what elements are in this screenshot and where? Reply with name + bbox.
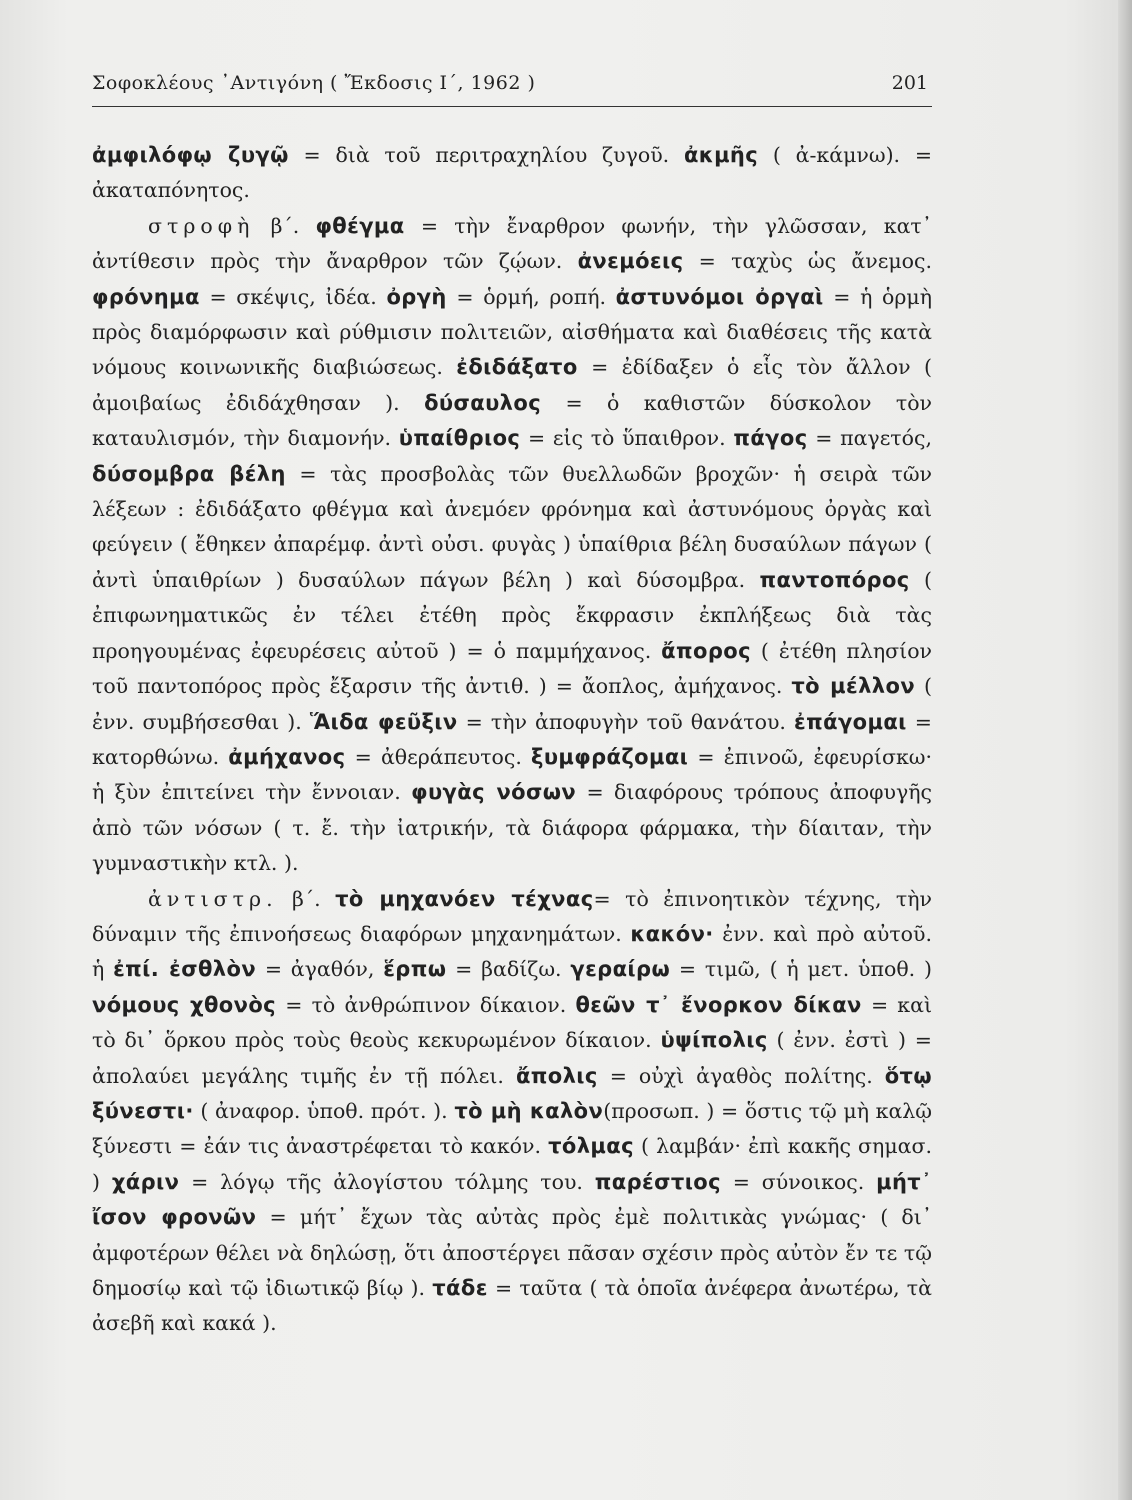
gloss-text: = τὴν ἀποφυγὴν τοῦ θανάτου.: [457, 709, 795, 734]
gloss-text: = τὰς προσβολὰς τῶν θυελλωδῶν βροχῶν· ἡ σειρὰ τῶν λέξεων : ἐδιδάξατο φθέγμα καὶ ἀνεμόεν φρόνημα καὶ ἀστυνόμους ὀργὰς καὶ φεύγειν ( ἔθηκεν ἀπαρέμφ. ἀντὶ οὐσι. φυγὰς ) ὑπαίθρια βέλη δυσαύλων πάγων ( ἀντὶ ὑπαιθρίων ) δυσαύλων πάγων βέλη ) καὶ δύσομβρα.: [92, 461, 932, 592]
gloss-text: ( ἐνν. ἐστὶ ) = ἀπολαύει μεγάλης τιμῆς ἐν τῇ πόλει.: [92, 1028, 932, 1088]
lemma-term: ἀστυνόμοι ὀργαὶ: [615, 284, 824, 309]
lemma-term: παρέστιος: [594, 1169, 721, 1194]
gloss-text: ( λαμβάν· ἐπὶ κακῆς σημασ. ): [92, 1134, 932, 1194]
gloss-text: = διὰ τοῦ περιτραχηλίου ζυγοῦ.: [288, 143, 684, 167]
gloss-text: ἐνν. καὶ πρὸ αὐτοῦ. ἡ: [92, 921, 932, 982]
lemma-term: ὀργὴ: [386, 284, 447, 309]
gloss-text: = ταῦτα ( τὰ ὁποῖα ἀνέφερα ἀνωτέρω, τὰ ἀσεβῆ καὶ κακά ).: [92, 1276, 932, 1336]
gloss-text: ( ἐπιφωνηματικῶς ἐν τέλει ἐτέθη πρὸς ἔκφρασιν ἐκπλήξεως διὰ τὰς προηγουμένας ἐφευρέσεις αὐτοῦ ) = ὁ παμμήχανος.: [92, 567, 932, 663]
lemma-term: παντοπόρος: [759, 567, 910, 592]
commentary-body: [92, 138, 932, 1342]
gloss-text: = κατορθώνω.: [92, 709, 932, 769]
lemma-term: θεῶν τ᾿ ἔνορκον δίκαν: [575, 992, 862, 1017]
gloss-text: = σκέψις, ἰδέα.: [199, 284, 387, 309]
lemma-term: ἄπολις: [515, 1063, 598, 1088]
lemma-term: ὑπαίθριος: [398, 426, 521, 451]
lemma-term: ἕρπω: [383, 957, 447, 982]
gloss-text: ( ἀναφορ. ὑποθ. πρότ. ).: [193, 1098, 455, 1123]
gloss-text: ( ἐνν. συμβήσεσθαι ).: [92, 674, 932, 734]
gloss-text: = εἰς τὸ ὕπαιθρον.: [520, 426, 734, 451]
lemma-term: χάριν: [111, 1169, 180, 1194]
section-label: ἀντιστρ.: [148, 886, 278, 911]
gloss-text: = μήτ᾿ ἔχων τὰς αὐτὰς πρὸς ἐμὲ πολιτικὰς γνώμας· ( δι᾿ ἀμφοτέρων θέλει νὰ δηλώσῃ, ὅτι ἀποστέργει πᾶσαν σχέσιν πρὸς αὐτὸν ἔν τε τῷ δημοσίῳ καὶ τῷ ἰδιωτικῷ βίῳ ).: [92, 1205, 932, 1300]
gloss-text: = βαδίζω.: [446, 957, 571, 982]
paragraph: [92, 882, 932, 1342]
lemma-term: ἐπί. ἐσθλὸν: [113, 957, 257, 982]
lemma-term: δύσομβρα βέλη: [92, 461, 286, 486]
page-edge: [1118, 0, 1132, 1500]
lemma-term: τὸ μὴ καλὸν: [454, 1098, 604, 1123]
gloss-text: = ὁ καθιστῶν δύσκολον τὸν καταυλισμόν, τὴν διαμονήν.: [92, 390, 933, 451]
page-header: [92, 66, 932, 107]
lemma-term: ἀμήχανος: [228, 744, 346, 769]
lemma-term: φυγὰς νόσων: [411, 780, 577, 805]
gloss-text: = ταχὺς ὡς ἄνεμος.: [683, 249, 932, 274]
lemma-term: ὅτῳ ξύνεστι·: [92, 1063, 933, 1123]
gloss-text: = ἐπινοῶ, ἐφευρίσκω· ἡ ξὺν ἐπιτείνει τὴν ἔννοιαν.: [92, 744, 932, 805]
gloss-text: = ἡ ὁρμὴ πρὸς διαμόρφωσιν καὶ ρύθμισιν πολιτειῶν, αἰσθήματα καὶ διαθέσεις τῆς κατὰ νόμους κοινωνικῆς διαβιώσεως.: [92, 284, 932, 380]
lemma-term: ἐπάγομαι: [794, 709, 907, 734]
gloss-text: = παγετός,: [807, 426, 932, 451]
lemma-term: ξυμφράζομαι: [531, 744, 689, 769]
gloss-text: = τὴν ἔναρθρον φωνήν, τὴν γλῶσσαν, κατ᾿ ἀντίθεσιν πρὸς τὴν ἄναρθρον τῶν ζῴων.: [92, 213, 933, 274]
gloss-text: = ἀγαθόν,: [256, 957, 384, 982]
lemma-term: φρόνημα: [92, 284, 200, 309]
running-head: Σοφοκλέους ᾿Αντιγόνη ( Ἔκδοσις Ι΄, 1962 ): [92, 72, 536, 94]
lemma-term: πάγος: [733, 426, 808, 451]
lemma-term: τόλμας: [548, 1134, 634, 1159]
lemma-term: ὑψίπολις: [660, 1028, 768, 1053]
lemma-term: ἀμφιλόφῳ ζυγῷ: [92, 143, 289, 167]
lemma-term: ἐδιδάξατο: [456, 355, 578, 380]
section-label: στροφὴ: [148, 213, 255, 238]
page-number: 201: [891, 72, 928, 94]
gloss-text: = τὸ ἐπινοητικὸν τέχνης, τὴν δύναμιν τῆς ἐπινοήσεως διαφόρων μηχανημάτων.: [92, 886, 932, 946]
lemma-term: τὸ μηχανόεν τέχνας: [335, 886, 594, 911]
lemma-term: νόμους χθονὸς: [92, 992, 277, 1017]
lemma-term: δύσαυλος: [424, 390, 542, 415]
lemma-term: ἀκμῆς: [683, 143, 759, 167]
gloss-text: = σύνοικος.: [720, 1169, 877, 1194]
lemma-term: γεραίρω: [570, 957, 671, 982]
gloss-text: = τιμῶ, ( ἡ μετ. ὑποθ. ): [670, 957, 932, 982]
gloss-text: ( ἐτέθη πλησίον τοῦ παντοπόρος πρὸς ἔξαρσιν τῆς ἀντιθ. ) = ἄοπλος, ἀμήχανος.: [92, 638, 932, 699]
lemma-term: φθέγμα: [315, 213, 405, 238]
lemma-term: τὸ μέλλον: [791, 674, 916, 699]
gloss-text: ( ἀ-κάμνω). = ἀκαταπόνητος.: [92, 143, 933, 203]
gloss-text: β΄.: [277, 886, 336, 911]
lemma-term: Ἅιδα φεῦξιν: [309, 709, 458, 734]
gloss-text: β΄.: [254, 213, 316, 238]
lemma-term: μήτ᾿ ἴσον φρονῶν: [92, 1169, 932, 1230]
gloss-text: = ὁρμή, ροπή.: [446, 284, 616, 309]
gloss-text: = ἀθεράπευτος.: [345, 744, 532, 769]
paragraph: [92, 209, 932, 882]
gloss-text: = διαφόρους τρόπους ἀποφυγῆς ἀπὸ τῶν νόσων ( τ. ἔ. τὴν ἰατρικήν, τὰ διάφορα φάρμακα, τὴν δίαιταν, τὴν γυμναστικὴν κτλ. ).: [92, 780, 932, 876]
gloss-text: = ἐδίδαξεν ὁ εἷς τὸν ἄλλον ( ἀμοιβαίως ἐδιδάχθησαν ).: [92, 355, 932, 415]
gloss-text: = καὶ τὸ δι᾿ ὅρκου πρὸς τοὺς θεοὺς κεκυρωμένον δίκαιον.: [92, 992, 933, 1053]
gloss-text: = λόγῳ τῆς ἀλογίστου τόλμης του.: [179, 1169, 595, 1194]
lemma-term: κακόν·: [630, 921, 714, 946]
paragraph: [92, 138, 932, 209]
lemma-term: ἄπορος: [661, 638, 751, 663]
lemma-term: τάδε: [432, 1276, 488, 1300]
lemma-term: ἀνεμόεις: [577, 249, 684, 274]
gloss-text: (προσωπ. ) = ὅστις τῷ μὴ καλῷ ξύνεστι = ἐάν τις ἀναστρέφεται τὸ κακόν.: [92, 1098, 932, 1159]
gloss-text: = τὸ ἀνθρώπινον δίκαιον.: [276, 992, 576, 1017]
gloss-text: = οὐχὶ ἀγαθὸς πολίτης.: [597, 1063, 885, 1088]
